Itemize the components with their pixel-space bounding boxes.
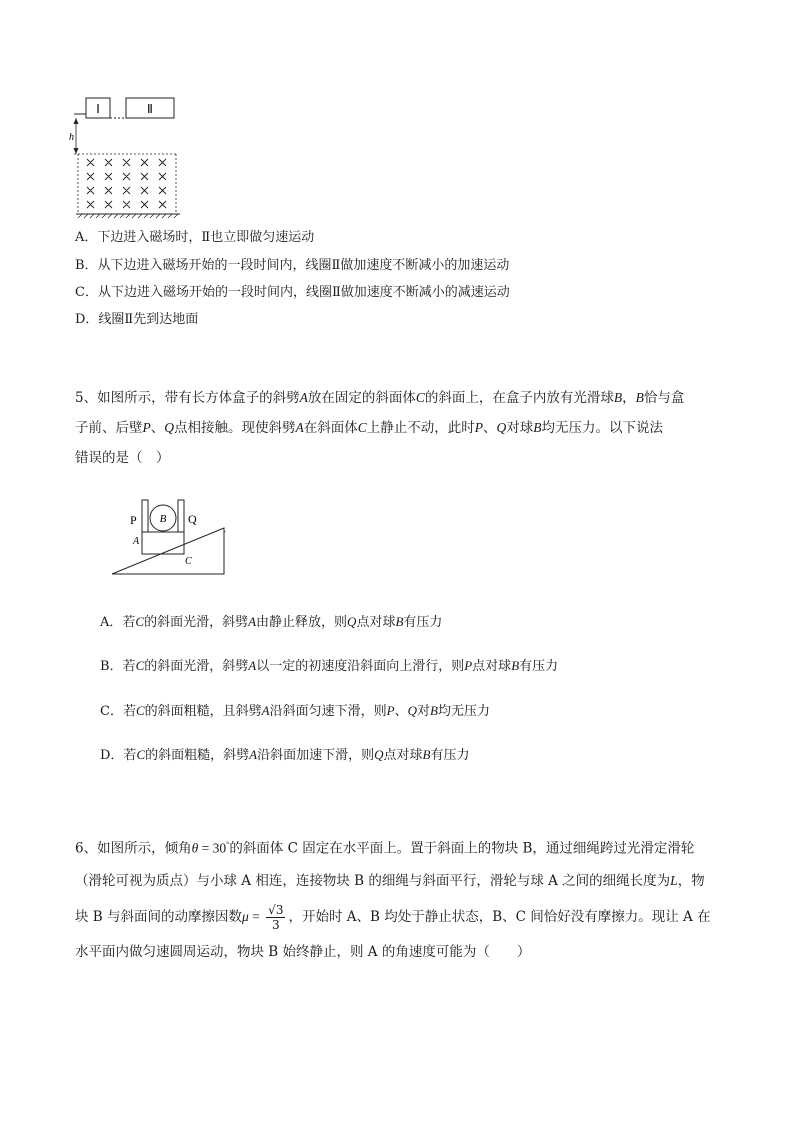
q4-option-c: C．从下边进入磁场开始的一段时间内，线圈Ⅱ做加速度不断减小的减速运动 xyxy=(75,285,510,300)
q6-stem-line-4: 水平面内做匀速圆周运动，物块 B 始终静止，则 A 的角速度可能为（ ） xyxy=(75,943,531,960)
field-cross-marks xyxy=(87,159,166,208)
incline-c xyxy=(112,528,224,574)
q5-stem-line-2: 子前、后壁P、Q点相接触。现使斜劈A在斜面体C上静止不动，此时P、Q对球B均无压力。以下说法 xyxy=(75,420,664,436)
q4-option-b: B．从下边进入磁场开始的一段时间内，线圈Ⅱ做加速度不断减小的加速运动 xyxy=(75,258,510,273)
q5-option-d: D．若C的斜面粗糙，斜劈A沿斜面加速下滑，则Q点对球B有压力 xyxy=(100,747,470,763)
wedge-a xyxy=(142,532,184,554)
label-q: Q xyxy=(188,512,197,526)
q6-stem xyxy=(75,829,715,968)
label-p: P xyxy=(130,513,137,527)
q5-option-c: C．若C的斜面粗糙，且斜劈A沿斜面匀速下滑，则P、Q对B均无压力 xyxy=(100,703,490,719)
label-c: C xyxy=(185,556,192,567)
q5-stem xyxy=(75,383,715,473)
height-label: h xyxy=(69,132,74,143)
q5-stem-line-1: 5、如图所示，带有长方体盒子的斜劈A放在固定的斜面体C的斜面上，在盒子内放有光滑球B，B恰与盒 xyxy=(75,390,685,406)
label-b: B xyxy=(159,513,167,525)
q6-stem-line-1: 6、如图所示，倾角θ = 30°的斜面体 C 固定在水平面上。置于斜面上的物块 B，通过细绳跨过光滑定滑轮 xyxy=(75,840,695,857)
magnetic-field-figure xyxy=(68,92,188,222)
q5-stem-line-3: 错误的是（ ） xyxy=(75,450,170,466)
q4-option-a: A．下边进入磁场时，Ⅱ也立即做匀速运动 xyxy=(75,230,315,245)
q6-stem-line-2: （滑轮可视为质点）与小球 A 相连，连接物块 B 的细绳与斜面平行，滑轮与球 A 之间的细绳长度为L，物 xyxy=(75,872,705,889)
coil-1-label: Ⅰ xyxy=(96,102,100,116)
incline-box-figure xyxy=(108,494,233,580)
label-a: A xyxy=(133,536,140,547)
sqrt3-over-3-fraction: $\frac{√3}{3}$ xyxy=(268,902,284,932)
q4-option-d: D．线圈Ⅱ先到达地面 xyxy=(75,312,199,327)
svg-text:.: . xyxy=(224,525,226,534)
q5-option-b: B．若C的斜面光滑，斜劈A以一定的初速度沿斜面向上滑行，则P点对球B有压力 xyxy=(100,658,559,674)
coil-2-label: Ⅱ xyxy=(147,102,153,116)
q5-option-a: A．若C的斜面光滑，斜劈A由静止释放，则Q点对球B有压力 xyxy=(100,614,443,630)
q6-stem-line-3: 块 B 与斜面间的动摩擦因数μ = $\frac{√3}{3}$ ，开始时 A、B 均处于静止状态，B、C 间恰好没有摩擦力。现让 A 在 xyxy=(75,902,711,932)
